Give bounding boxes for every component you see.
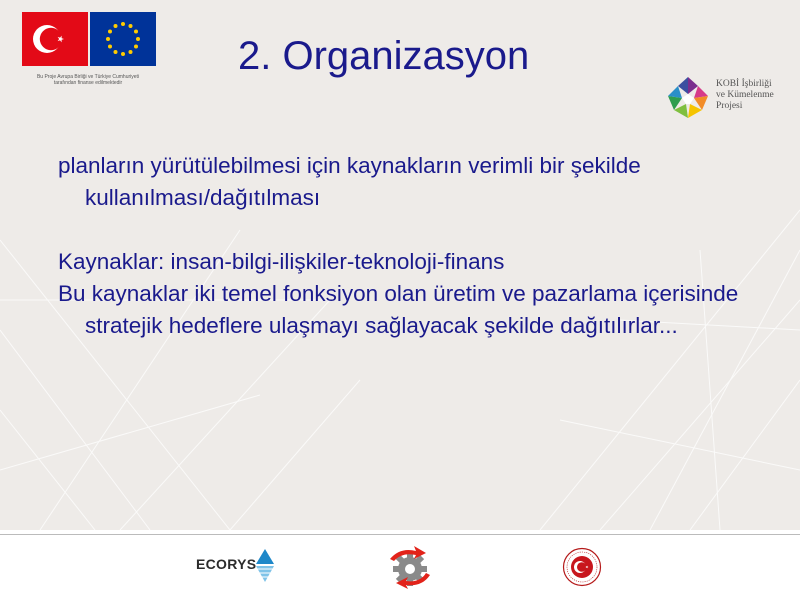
funding-note xyxy=(24,74,152,86)
turkey-flag-icon xyxy=(22,12,88,66)
body-text xyxy=(58,150,778,342)
body-paragraph-2: Kaynaklar: insan-bilgi-ilişkiler-teknoloji-finans xyxy=(58,249,505,274)
kobi-star-logo-icon xyxy=(664,74,712,122)
body-paragraph-3: Bu kaynaklar iki temel fonksiyon olan üretim ve pazarlama içerisinde stratejik hedeflere ulaşmayı sağlayacak şekilde dağıtılırlar... xyxy=(58,281,739,338)
body-paragraph-1: planların yürütülebilmesi için kaynakların verimli bir şekilde kullanılması/dağıtılması xyxy=(58,153,641,210)
ecorys-label: ECORYS xyxy=(196,556,257,572)
project-logo xyxy=(664,74,794,122)
funding-note-line-1: Bu Proje Avrupa Birliği ve Türkiye Cumhuriyeti xyxy=(36,74,140,80)
ministry-seal-icon xyxy=(562,547,602,587)
project-name-line-3: Projesi xyxy=(716,101,743,111)
ecorys-logo-icon xyxy=(254,548,276,584)
ecorys-logo xyxy=(196,548,280,584)
project-name xyxy=(716,79,796,112)
project-name-line-2: ve Kümelenme xyxy=(716,90,774,100)
gear-arrows-logo-icon xyxy=(386,545,434,589)
paragraph-spacer xyxy=(58,214,778,246)
page-title: 2. Organizasyon xyxy=(238,34,530,78)
eu-flag-icon xyxy=(90,12,156,66)
flags-logo xyxy=(20,12,160,74)
project-name-line-1: KOBİ İşbirliği xyxy=(716,79,772,89)
funding-note-line-2: tarafından finanse edilmektedir xyxy=(53,80,123,86)
